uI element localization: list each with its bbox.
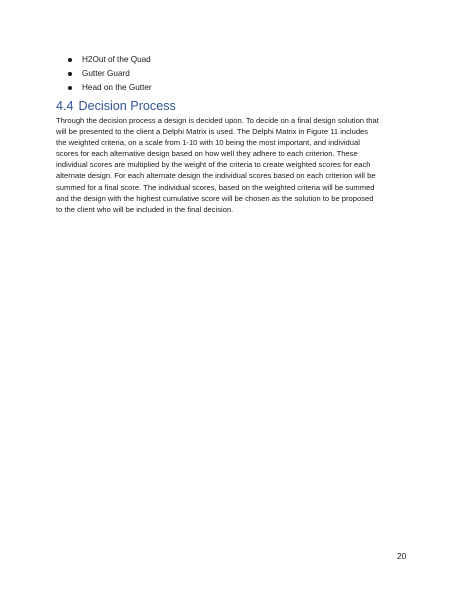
paragraph-line: individual scores are multiplied by the weight of the criteria to create weighted scores for each bbox=[56, 160, 371, 170]
body-paragraph bbox=[56, 115, 416, 215]
section-number: 4.4 bbox=[56, 99, 74, 113]
list-item bbox=[66, 81, 152, 95]
paragraph-line: to the client who will be included in the final decision. bbox=[56, 204, 234, 214]
list-item bbox=[66, 67, 152, 81]
list-item-text: H2Out of the Quad bbox=[82, 55, 151, 64]
paragraph-line: summed for a final score. The individual scores, based on the weighted criteria will be summed bbox=[56, 182, 375, 192]
design-alternatives-list bbox=[66, 53, 152, 96]
paragraph-line: scores for each alternative design based on how well they adhere to each criterion. These bbox=[56, 149, 358, 159]
bullet-icon bbox=[68, 72, 72, 76]
paragraph-line: the weighted criteria, on a scale from 1-10 with 10 being the most important, and individual bbox=[56, 138, 360, 148]
paragraph-line: will be presented to the client a Delphi Matrix is used. The Delphi Matrix in Figure 11 includes bbox=[56, 127, 369, 137]
paragraph-line: Through the decision process a design is decided upon. To decide on a final design solution that bbox=[56, 116, 379, 125]
list-item bbox=[66, 53, 152, 67]
section-title: Decision Process bbox=[78, 99, 176, 113]
paragraph-line: alternate design. For each alternate design the individual scores based on each criterion will be bbox=[56, 171, 376, 181]
section-heading bbox=[56, 98, 176, 114]
list-item-text: Gutter Guard bbox=[82, 69, 130, 79]
bullet-icon bbox=[68, 86, 72, 90]
page-number: 20 bbox=[397, 551, 407, 561]
paragraph-line: and the design with the highest cumulative score will be chosen as the solution to be proposed bbox=[56, 193, 374, 203]
list-item-text: Head on the Gutter bbox=[82, 83, 152, 93]
bullet-icon bbox=[68, 58, 72, 62]
